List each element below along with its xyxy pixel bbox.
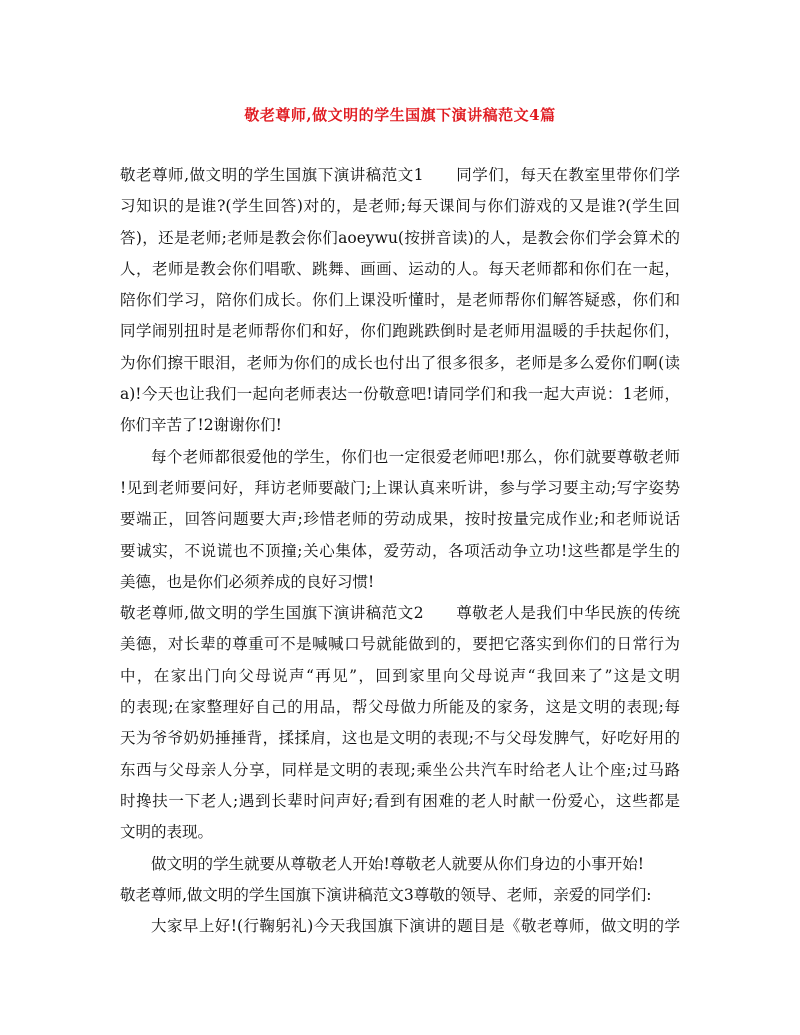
- text-line: 做文明的学生就要从尊敬老人开始!尊敬老人就要从你们身边的小事开始!: [151, 854, 644, 873]
- text-line: 敬老尊师,做文明的学生国旗下演讲稿范文1 同学们，每天在教室里带你们学: [120, 166, 680, 184]
- text-line: 大家早上好!(行鞠躬礼)今天我国旗下演讲的题目是《敬老尊师，做文明的学: [151, 917, 680, 936]
- text-line: 为你们擦干眼泪，老师为你们的成长也付出了很多很多，老师是多么爱你们啊(读: [120, 353, 680, 372]
- text-line: !见到老师要问好，拜访老师要敲门;上课认真来听讲，参与学习要主动;写字姿势: [120, 478, 680, 497]
- text-line: 美德，对长辈的尊重可不是喊喊口号就能做到的，要把它落实到你们的日常行为: [120, 635, 680, 654]
- text-line: 人，老师是教会你们唱歌、跳舞、画画、运动的人。每天老师都和你们在一起，: [120, 259, 680, 278]
- text-line: 东西与父母亲人分享，同样是文明的表现;乘坐公共汽车时给老人让个座;过马路: [120, 760, 680, 779]
- text-line: 中，在家出门向父母说声“再见”，回到家里向父母说声“我回来了”这是文明: [120, 666, 680, 685]
- text-line: 文明的表现。: [120, 823, 214, 842]
- text-line: 答)，还是老师;老师是教会你们aoeywu(按拼音读)的人，是教会你们学会算术的: [120, 228, 680, 247]
- text-line: 每个老师都很爱他的学生，你们也一定很爱老师吧!那么，你们就要尊敬老师: [151, 447, 680, 466]
- text-line: 的表现;在家整理好自己的用品，帮父母做力所能及的家务，这是文明的表现;每: [120, 698, 680, 717]
- text-line: a)!今天也让我们一起向老师表达一份敬意吧!请同学们和我一起大声说：1老师，: [120, 385, 680, 404]
- text-line: 敬老尊师,做文明的学生国旗下演讲稿范文2 尊敬老人是我们中华民族的传统: [120, 604, 680, 623]
- text-line: 同学闹别扭时是老师帮你们和好，你们跑跳跌倒时是老师用温暖的手扶起你们，: [120, 322, 680, 341]
- document-body: [120, 160, 680, 942]
- text-line: 时搀扶一下老人;遇到长辈时问声好;看到有困难的老人时献一份爱心，这些都是: [120, 791, 680, 810]
- text-line: 敬老尊师,做文明的学生国旗下演讲稿范文3尊敬的领导、老师，亲爱的同学们:: [120, 885, 652, 904]
- text-line: 要诚实，不说谎也不顶撞;关心集体，爱劳动，各项活动争立功!这些都是学生的: [120, 541, 680, 560]
- text-line: 陪你们学习，陪你们成长。你们上课没听懂时，是老师帮你们解答疑惑，你们和: [120, 291, 680, 310]
- text-line: 天为爷爷奶奶捶捶背，揉揉肩，这也是文明的表现;不与父母发脾气，好吃好用的: [120, 729, 680, 748]
- text-line: 美德，也是你们必须养成的良好习惯!: [120, 572, 375, 591]
- text-line: 你们辛苦了!2谢谢你们!: [120, 416, 282, 435]
- text-line: 习知识的是谁?(学生回答)对的，是老师;每天课间与你们游戏的又是谁?(学生回: [120, 197, 680, 216]
- document-title: 敬老尊师,做文明的学生国旗下演讲稿范文4篇: [244, 106, 556, 124]
- text-line: 要端正，回答问题要大声;珍惜老师的劳动成果，按时按量完成作业;和老师说话: [120, 510, 680, 529]
